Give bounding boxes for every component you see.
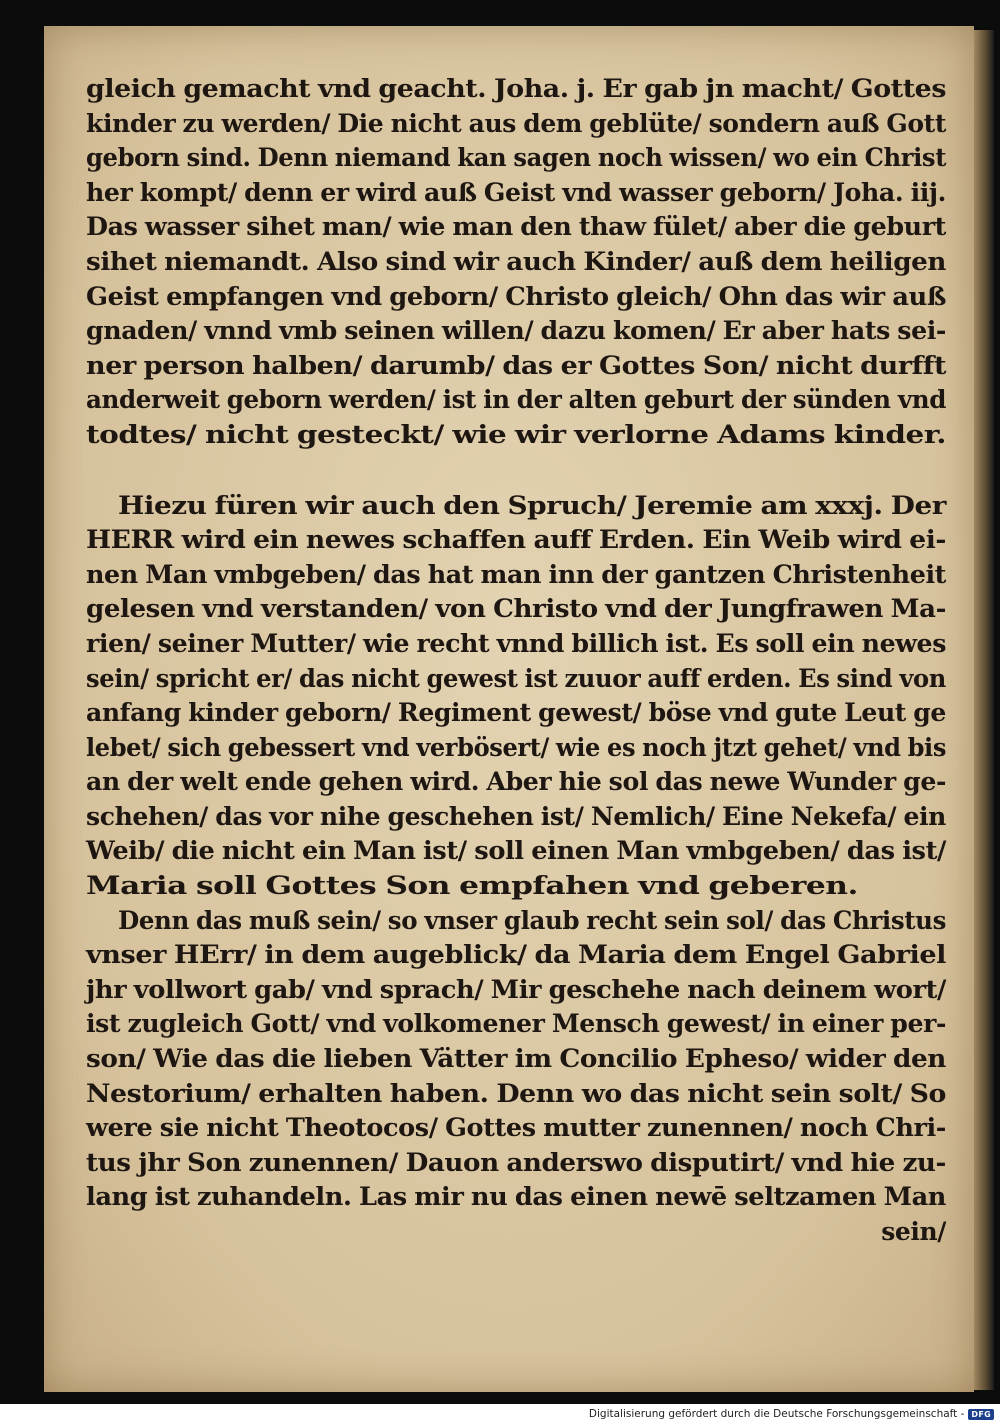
text-line: rien/ seiner Mutter/ wie recht vnnd billich ist. Es soll ein newes [86, 628, 946, 658]
text-line: todtes/ nicht gesteckt/ wie wir verlorne Adams kinder. [86, 419, 946, 449]
text-line: schehen/ das vor nihe geschehen ist/ Nemlich/ Eine Nekefa/ ein [86, 801, 946, 831]
text-line: kinder zu werden/ Die nicht aus dem geblüte/ sondern auß Gott [86, 108, 947, 138]
text-line: ner person halben/ darumb/ das er Gottes Son/ nicht durfft [86, 350, 946, 380]
text-line: ist zugleich Gott/ vnd volkomener Mensch gewest/ in einer per- [86, 1009, 946, 1039]
paragraph-2 [86, 489, 946, 904]
dfg-logo-icon: DFG [968, 1409, 994, 1420]
paragraph-3 [86, 904, 946, 1215]
text-line: Nestorium/ erhalten haben. Denn wo das nicht sein solt/ So [86, 1078, 946, 1108]
footer-credit-text: Digitalisierung gefördert durch die Deutsche Forschungsgemeinschaft - [588, 1408, 965, 1420]
text-line: vnser HErr/ in dem augeblick/ da Maria dem Engel Gabriel [86, 940, 946, 970]
text-line: gnaden/ vnnd vmb seinen willen/ dazu komen/ Er aber hats sei- [86, 316, 946, 346]
text-line: gelesen vnd verstanden/ von Christo vnd der Jungfrawen Ma- [86, 594, 946, 624]
book-fore-edge [974, 30, 994, 1390]
text-line: HERR wird ein newes schaffen auff Erden. Ein Weib wird ei- [86, 525, 947, 555]
text-line: Weib/ die nicht ein Man ist/ soll einen Man vmbgeben/ das ist/ [86, 836, 946, 866]
text-line: Maria soll Gottes Son empfahen vnd geberen. [86, 871, 858, 901]
text-line: lang ist zuhandeln. Las mir nu das einen newē seltzamen Man [86, 1182, 947, 1212]
digitization-footer [589, 1406, 994, 1422]
paragraph-1 [86, 72, 946, 453]
text-line: anfang kinder geborn/ Regiment gewest/ böse vnd gute Leut ge [86, 698, 946, 728]
text-line: an der welt ende gehen wird. Aber hie sol das newe Wunder ge- [86, 767, 946, 797]
text-line: lebet/ sich gebessert vnd verbösert/ wie es noch jtzt gehet/ vnd bis [86, 732, 946, 762]
text-line: Das wasser sihet man/ wie man den thaw fület/ aber die geburt [86, 212, 946, 242]
text-line: Geist empfangen vnd geborn/ Christo gleich/ Ohn das wir auß [86, 281, 946, 311]
text-line: son/ Wie das die lieben Vätter im Concilio Epheso/ wider den [86, 1044, 946, 1074]
text-line: were sie nicht Theotocos/ Gottes mutter zunennen/ noch Chri- [86, 1113, 947, 1143]
text-line: nen Man vmbgeben/ das hat man inn der gantzen Christenheit [86, 559, 946, 589]
text-line: gleich gemacht vnd geacht. Joha. j. Er gab jn macht/ Gottes [86, 74, 946, 103]
text-line: anderweit geborn werden/ ist in der alten geburt der sünden vnd [86, 385, 946, 415]
text-line: Hiezu füren wir auch den Spruch/ Jeremie am xxxj. Der [118, 490, 946, 520]
page-text [86, 72, 946, 1250]
text-line: jhr vollwort gab/ vnd sprach/ Mir geschehe nach deinem wort/ [86, 974, 946, 1004]
catchword: sein/ [881, 1217, 946, 1246]
text-line: tus jhr Son zunennen/ Dauon anderswo disputirt/ vnd hie zu- [86, 1147, 946, 1177]
text-line: geborn sind. Denn niemand kan sagen noch wissen/ wo ein Christ [86, 143, 946, 173]
text-line: her kompt/ denn er wird auß Geist vnd wasser geborn/ Joha. iij. [86, 177, 946, 207]
text-line: Denn das muß sein/ so vnser glaub recht sein sol/ das Christus [118, 905, 946, 935]
text-line: sihet niemandt. Also sind wir auch Kinder/ auß dem heiligen [86, 246, 946, 276]
paragraph-gap [86, 453, 946, 489]
text-line: sein/ spricht er/ das nicht gewest ist zuuor auff erden. Es sind von [86, 663, 946, 693]
